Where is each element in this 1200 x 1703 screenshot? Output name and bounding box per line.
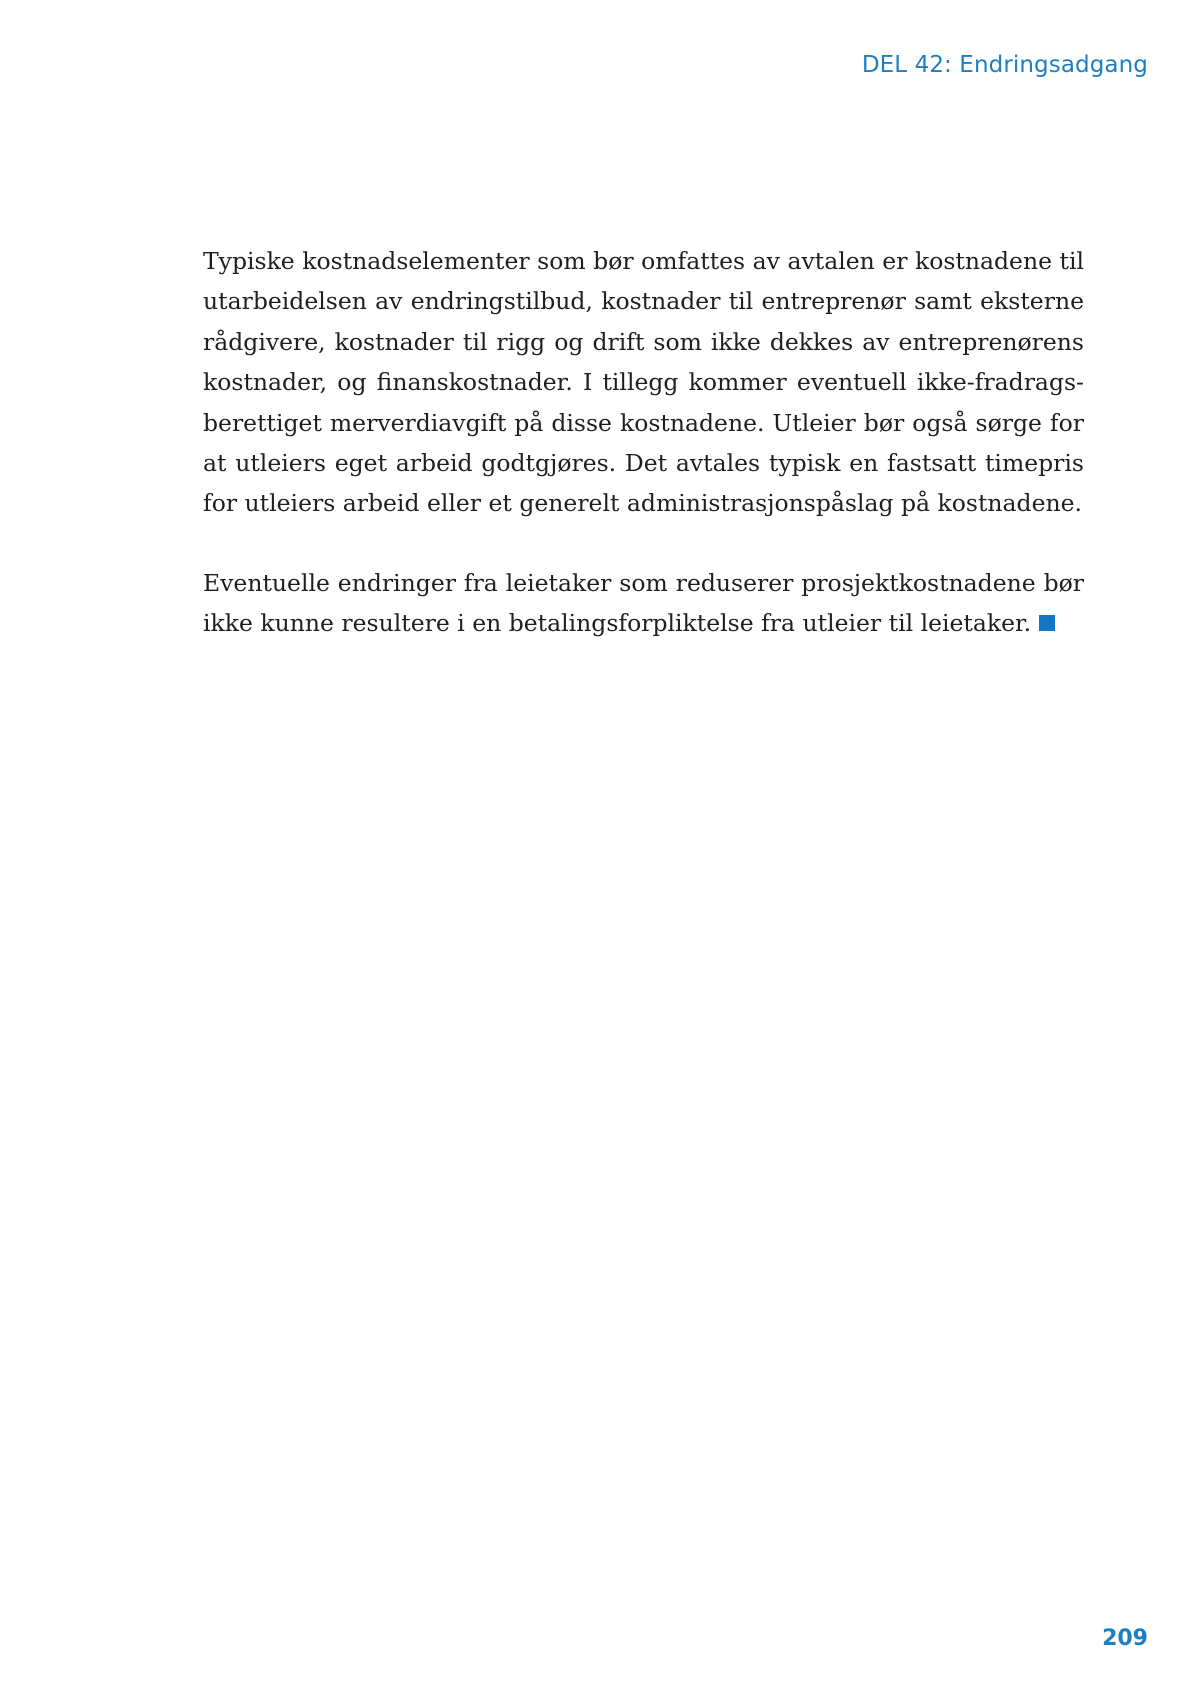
running-header: DEL 42: Endringsadgang bbox=[861, 52, 1148, 78]
end-of-article-mark-icon bbox=[1039, 615, 1055, 631]
paragraph bbox=[203, 241, 1084, 524]
paragraph-text: Typiske kostnadselementer som bør omfattes av avtalen er kostnadene til utarbeidelsen av endringstilbud, kostnader til entreprenør samt eksterne rådgivere, kostnader til rigg og drift som ikke dekkes av entreprenørens kostnader, og finanskostnader. I tillegg kommer eventuell ikke-fradragsberettiget merverdiavgift på disse kostnadene. Utleier bør også sørge for at utleiers eget arbeid godtgjøres. Det avtales typisk en fastsatt timepris for utleiers arbeid eller et generelt administrasjonspåslag på kostnadene. bbox=[203, 247, 1084, 518]
paragraph bbox=[203, 563, 1084, 644]
paragraph-text: Eventuelle endringer fra leietaker som reduserer prosjektkostnadene bør ikke kunne resultere i en betalingsforpliktelse fra utleier til leietaker. bbox=[203, 568, 1084, 638]
body-text bbox=[203, 241, 1084, 683]
page-number: 209 bbox=[1102, 1626, 1148, 1651]
